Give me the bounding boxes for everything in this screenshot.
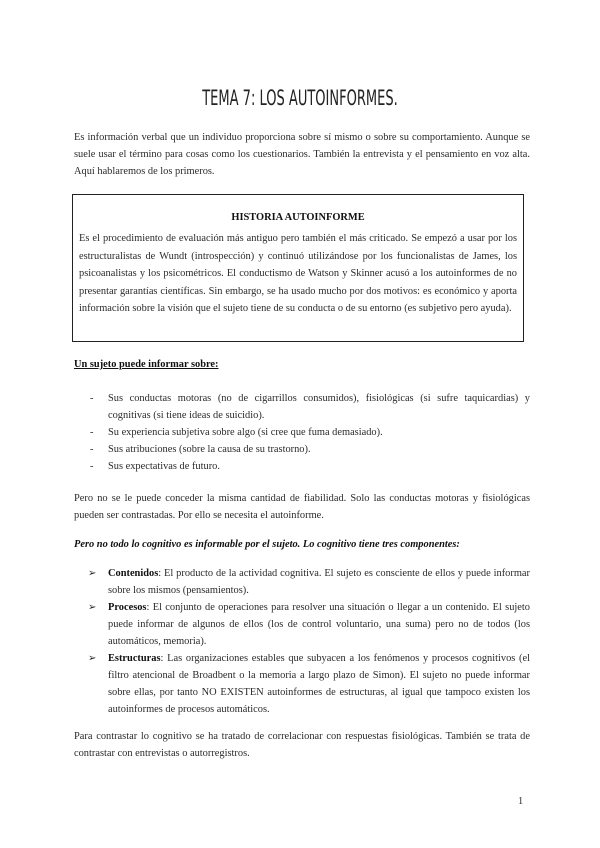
list-item — [90, 565, 530, 599]
dash-marker: - — [90, 427, 94, 438]
list-item-text: Sus atribuciones (sobre la causa de su trastorno). — [108, 444, 311, 455]
intro-paragraph: Es información verbal que un individuo proporciona sobre sí mismo o sobre su comportamiento. Aunque se suele usar el término para cosas como los cuestionarios. También la entrevista y el pensamiento en voz alta. Aquí hablaremos de los primeros. — [74, 132, 530, 177]
dash-marker: - — [90, 393, 94, 404]
list-item — [90, 599, 530, 650]
term-description: : Las organizaciones estables que subyacen a los fenómenos y procesos cognitivos (el filtro atencional de Broadbent o la memoria a largo plazo de Simon). El sujeto no puede informar sobre ellas, por tanto NO EXISTEN autoinformes de estructuras, al igual que tampoco existen los autoinformes de procesos automáticos. — [108, 653, 530, 715]
page-number: 1 — [518, 796, 524, 807]
history-box-title: HISTORIA AUTOINFORME — [231, 212, 365, 223]
list-item-text: Sus expectativas de futuro. — [108, 461, 220, 472]
page-title: TEMA 7: LOS AUTOINFORMES. — [202, 86, 398, 110]
history-box-text: Es el procedimiento de evaluación más antiguo pero también el más criticado. Se empezó a usar por los estructuralistas de Wundt (introspección) y continuó utilizándose por los funcionalistas de James, los psicoanalistas y los psicométricos. El conductismo de Watson y Skinner acusó a los autoinformes de no presentar garantías científicas. Sin embargo, se ha usado mucho por dos motivos: es económico y aporta información sobre la visión que el sujeto tiene de su conducta o de su entorno (es subjetivo pero ayuda). — [79, 233, 517, 315]
dash-marker: - — [90, 444, 94, 455]
section2-heading: Pero no todo lo cognitivo es informable por el sujeto. Lo cognitivo tiene tres componentes: — [74, 539, 460, 550]
section1-heading: Un sujeto puede informar sobre: — [74, 359, 219, 370]
arrow-bullet-icon: ➢ — [88, 653, 97, 664]
list-item — [90, 458, 530, 475]
section2-list — [90, 565, 530, 718]
list-item — [90, 390, 530, 424]
arrow-bullet-icon: ➢ — [88, 568, 97, 579]
list-item — [90, 441, 530, 458]
contrast-paragraph: Para contrastar lo cognitivo se ha tratado de correlacionar con respuestas fisiológicas. También se trata de contrastar con entrevistas o autorregistros. — [74, 731, 530, 759]
arrow-bullet-icon: ➢ — [88, 602, 97, 613]
list-item — [90, 650, 530, 718]
list-item-text: Sus conductas motoras (no de cigarrillos consumidos), fisiológicas (si sufre taquicardias) y cognitivas (si tiene ideas de suicidio). — [108, 393, 530, 421]
reliability-paragraph: Pero no se le puede conceder la misma cantidad de fiabilidad. Solo las conductas motoras y fisiológicas pueden ser contrastadas. Por ello se necesita el autoinforme. — [74, 493, 530, 521]
list-item-text: Su experiencia subjetiva sobre algo (si cree que fuma demasiado). — [108, 427, 383, 438]
section1-list — [90, 390, 530, 475]
term-description: : El producto de la actividad cognitiva. El sujeto es consciente de ellos y puede informar sobre los mismos (pensamientos). — [108, 568, 530, 596]
list-item — [90, 424, 530, 441]
term-estructuras: Estructuras — [108, 653, 161, 664]
term-procesos: Procesos — [108, 602, 147, 613]
history-box — [72, 194, 524, 342]
term-contenidos: Contenidos — [108, 568, 159, 579]
dash-marker: - — [90, 461, 94, 472]
term-description: : El conjunto de operaciones para resolver una situación o llegar a un contenido. El sujeto puede informar de algunos de ellos (los de control voluntario, una suma) pero no de todos (los automáticos, memoria). — [108, 602, 530, 647]
